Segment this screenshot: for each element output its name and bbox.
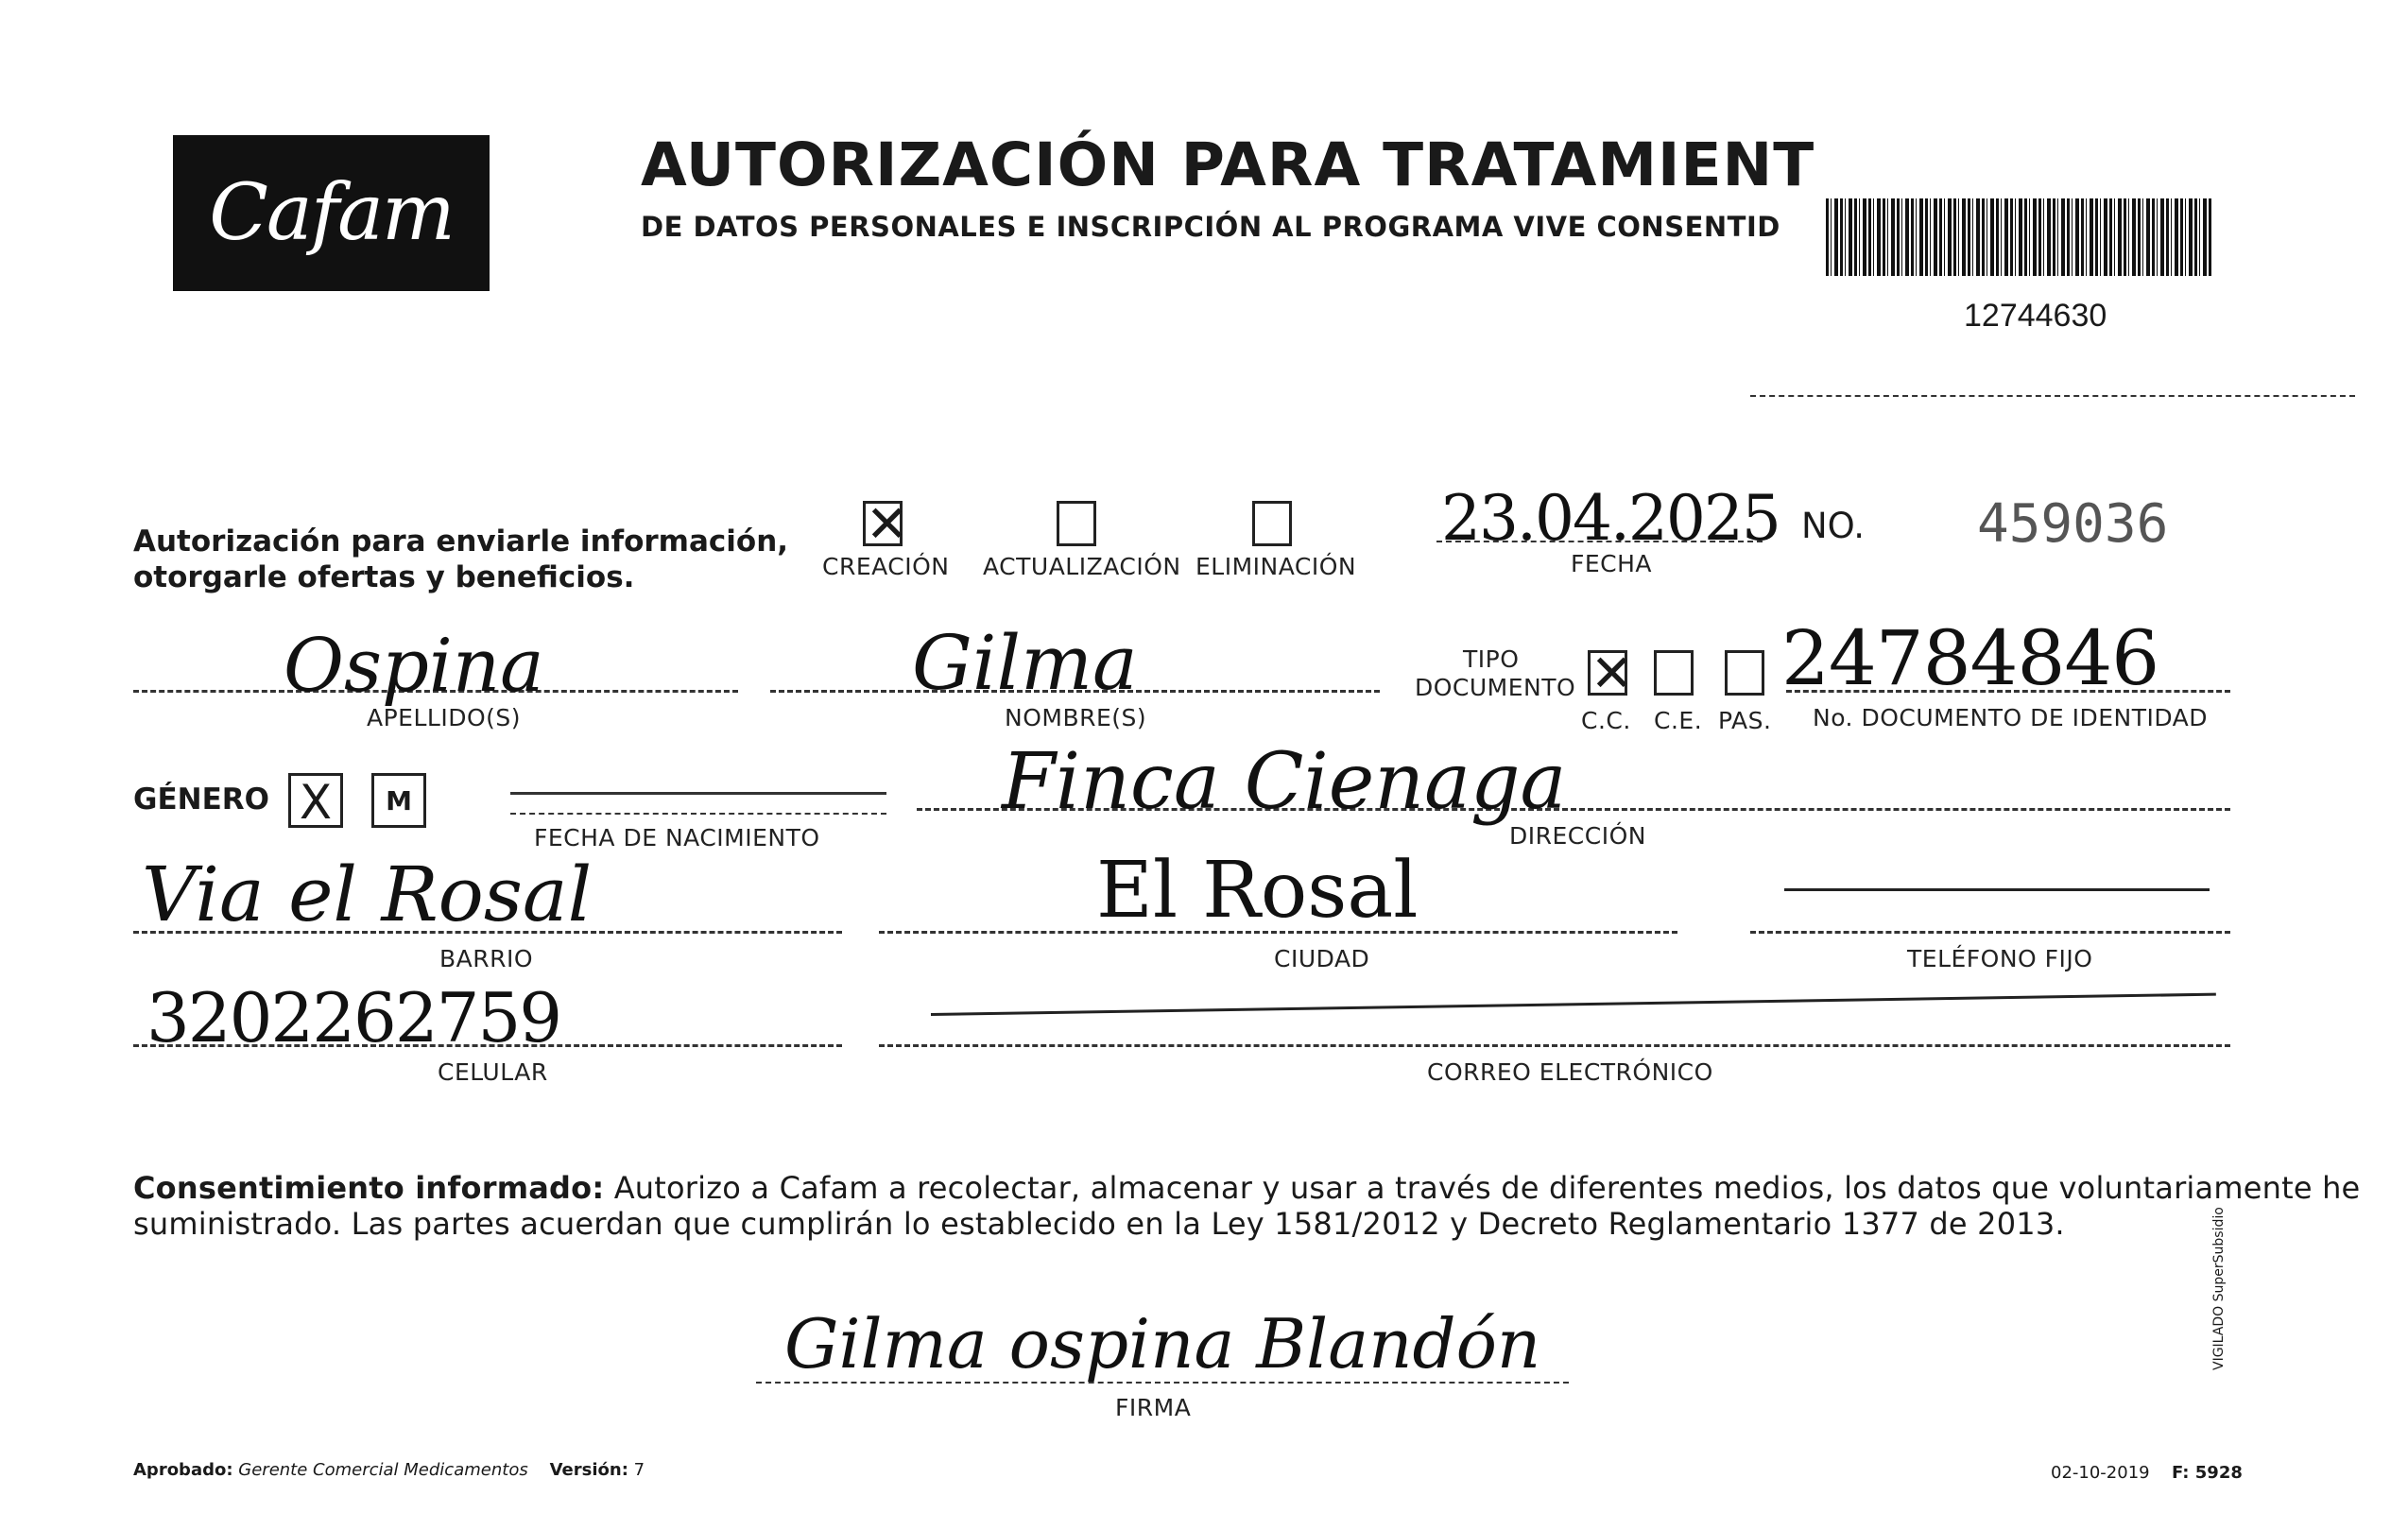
- signature-line: [756, 1382, 1569, 1384]
- form-title: AUTORIZACIÓN PARA TRATAMIENT: [641, 130, 1815, 199]
- checkbox-creacion[interactable]: [863, 494, 909, 554]
- gender-m-box[interactable]: [371, 773, 426, 828]
- checkbox-pas[interactable]: [1725, 650, 1764, 696]
- check-mark-icon: ✕: [1591, 644, 1634, 703]
- option-label-creacion: CREACIÓN: [822, 553, 950, 580]
- doc-number-value: 24784846: [1781, 614, 2159, 702]
- doc-type-label-1: TIPO: [1463, 645, 1520, 673]
- mobile-label: CELULAR: [438, 1058, 548, 1086]
- consent-text-line2: suministrado. Las partes acuerdan que cumplirán lo establecido en la Ley 1581/2012 y Decreto Reglamentario 1377 de 2013.: [133, 1206, 2065, 1242]
- approved-label: Aprobado:: [133, 1460, 233, 1480]
- name-label: NOMBRE(S): [1005, 704, 1147, 731]
- doc-type-label-2: DOCUMENTO: [1415, 674, 1576, 701]
- option-label-eliminacion: ELIMINACIÓN: [1195, 553, 1357, 580]
- phone-field-line: [1784, 888, 2210, 891]
- birth-date-label: FECHA DE NACIMIENTO: [534, 824, 820, 851]
- email-field-line: [931, 993, 2216, 1016]
- logo-text: Cafam: [209, 168, 454, 258]
- gender-m-label: M: [386, 784, 412, 817]
- address-label: DIRECCIÓN: [1509, 822, 1646, 850]
- barrio-value: Via el Rosal: [142, 851, 593, 938]
- gender-label: GÉNERO: [133, 782, 269, 817]
- checkbox-eliminacion[interactable]: [1252, 501, 1292, 546]
- email-label: CORREO ELECTRÓNICO: [1427, 1058, 1713, 1086]
- date-label: FECHA: [1571, 550, 1653, 577]
- city-label: CIUDAD: [1274, 945, 1370, 972]
- footer-form-code: F: 5928: [2172, 1463, 2243, 1483]
- signature-label: FIRMA: [1115, 1394, 1192, 1421]
- barcode: [1826, 198, 2213, 276]
- email-field[interactable]: [879, 1044, 2230, 1047]
- phone-label: TELÉFONO FIJO: [1907, 945, 2093, 972]
- city-value: El Rosal: [1096, 846, 1419, 936]
- mobile-value: 3202262759: [146, 978, 561, 1057]
- approved-value: Gerente Comercial Medicamentos: [238, 1460, 528, 1480]
- consent-heading: Consentimiento informado:: [133, 1170, 605, 1206]
- checkbox-actualizacion[interactable]: [1057, 501, 1096, 546]
- consent-text-line1: Autorizo a Cafam a recolectar, almacenar y usar a través de diferentes medios, los datos que voluntariamente he: [604, 1170, 2361, 1206]
- address-value: Finca Cienaga: [1002, 737, 1567, 827]
- date-underline: [1436, 541, 1763, 542]
- check-mark-icon: ✕: [866, 494, 909, 554]
- barrio-label: BARRIO: [439, 945, 534, 972]
- phone-field[interactable]: [1750, 931, 2230, 934]
- cafam-logo: [173, 135, 490, 291]
- checkbox-cc[interactable]: [1588, 644, 1634, 703]
- form-subtitle: DE DATOS PERSONALES E INSCRIPCIÓN AL PROGRAMA VIVE CONSENTID: [641, 211, 1780, 243]
- birth-date-underline: [510, 813, 886, 815]
- divider-line: [1750, 395, 2355, 397]
- version-label: Versión:: [549, 1460, 628, 1480]
- barcode-number: 12744630: [1964, 298, 2107, 334]
- supersubsidio-side-text: VIGILADO SuperSubsidio: [2211, 1207, 2227, 1370]
- gender-f-box[interactable]: [288, 773, 343, 828]
- authorization-intro-line2: otorgarle ofertas y beneficios.: [133, 560, 635, 594]
- surname-value: Ospina: [284, 624, 544, 709]
- no-label: NO.: [1801, 506, 1866, 546]
- version-value: 7: [633, 1460, 645, 1480]
- doc-type-ce-label: C.E.: [1654, 707, 1703, 734]
- signature-value: Gilma ospina Blandón: [784, 1304, 1541, 1384]
- option-label-actualizacion: ACTUALIZACIÓN: [983, 553, 1181, 580]
- birth-date-field[interactable]: [510, 792, 886, 795]
- doc-type-cc-label: C.C.: [1581, 707, 1631, 734]
- footer-approved: [133, 1460, 645, 1480]
- no-value: 459036: [1977, 493, 2169, 555]
- name-value: Gilma: [912, 619, 1138, 707]
- date-value: 23.04.2025: [1441, 482, 1780, 555]
- authorization-intro-line1: Autorización para enviarle información,: [133, 524, 789, 559]
- gender-f-mark: X: [299, 775, 333, 830]
- doc-type-pas-label: PAS.: [1718, 707, 1772, 734]
- checkbox-ce[interactable]: [1654, 650, 1694, 696]
- consent-paragraph: [133, 1170, 2361, 1242]
- footer-date: 02-10-2019: [2051, 1463, 2150, 1483]
- surname-label: APELLIDO(S): [367, 704, 522, 731]
- doc-number-label: No. DOCUMENTO DE IDENTIDAD: [1813, 704, 2209, 731]
